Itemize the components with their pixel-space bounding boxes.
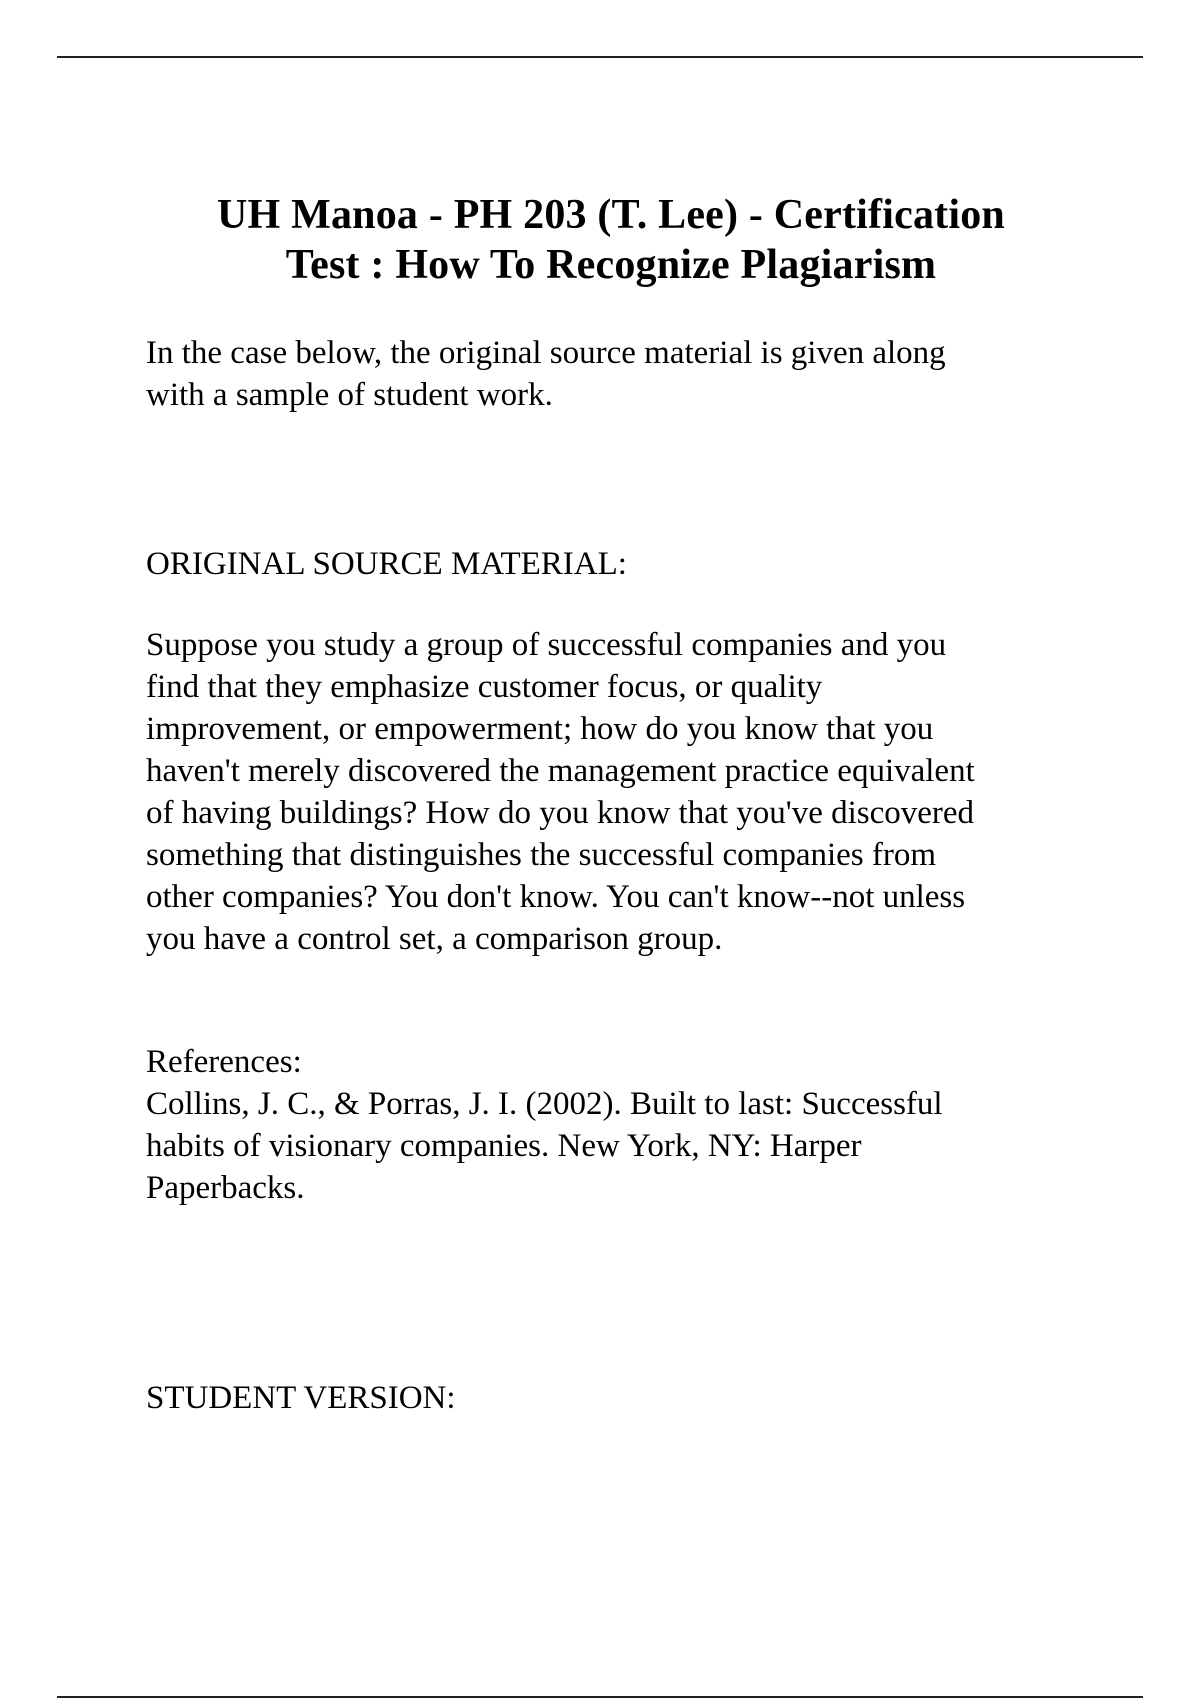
bottom-divider — [57, 1696, 1143, 1698]
top-divider — [57, 56, 1143, 58]
references-label: References: — [146, 1044, 302, 1080]
references-citation: Collins, J. C., & Porras, J. I. (2002). Built to last: Successful habits of visionary companies. New York, NY: Harper Paperbacks. — [146, 1086, 943, 1206]
page-title: UH Manoa - PH 203 (T. Lee) - Certification Test : How To Recognize Plagiarism — [217, 192, 1005, 288]
original-source-text: Suppose you study a group of successful companies and you find that they emphasize customer focus, or quality improvement, or empowerment; how do you know that you haven't merely discovered the management practice equivalent of having buildings? How do you know that you've discovered something that distinguishes the successful companies from other companies? You don't know. You can't know--not unless you have a control set, a comparison group. — [146, 627, 975, 957]
original-source-heading: ORIGINAL SOURCE MATERIAL: — [146, 546, 627, 582]
student-version-heading: STUDENT VERSION: — [146, 1380, 456, 1416]
intro-paragraph: In the case below, the original source material is given along with a sample of student work. — [146, 335, 946, 413]
